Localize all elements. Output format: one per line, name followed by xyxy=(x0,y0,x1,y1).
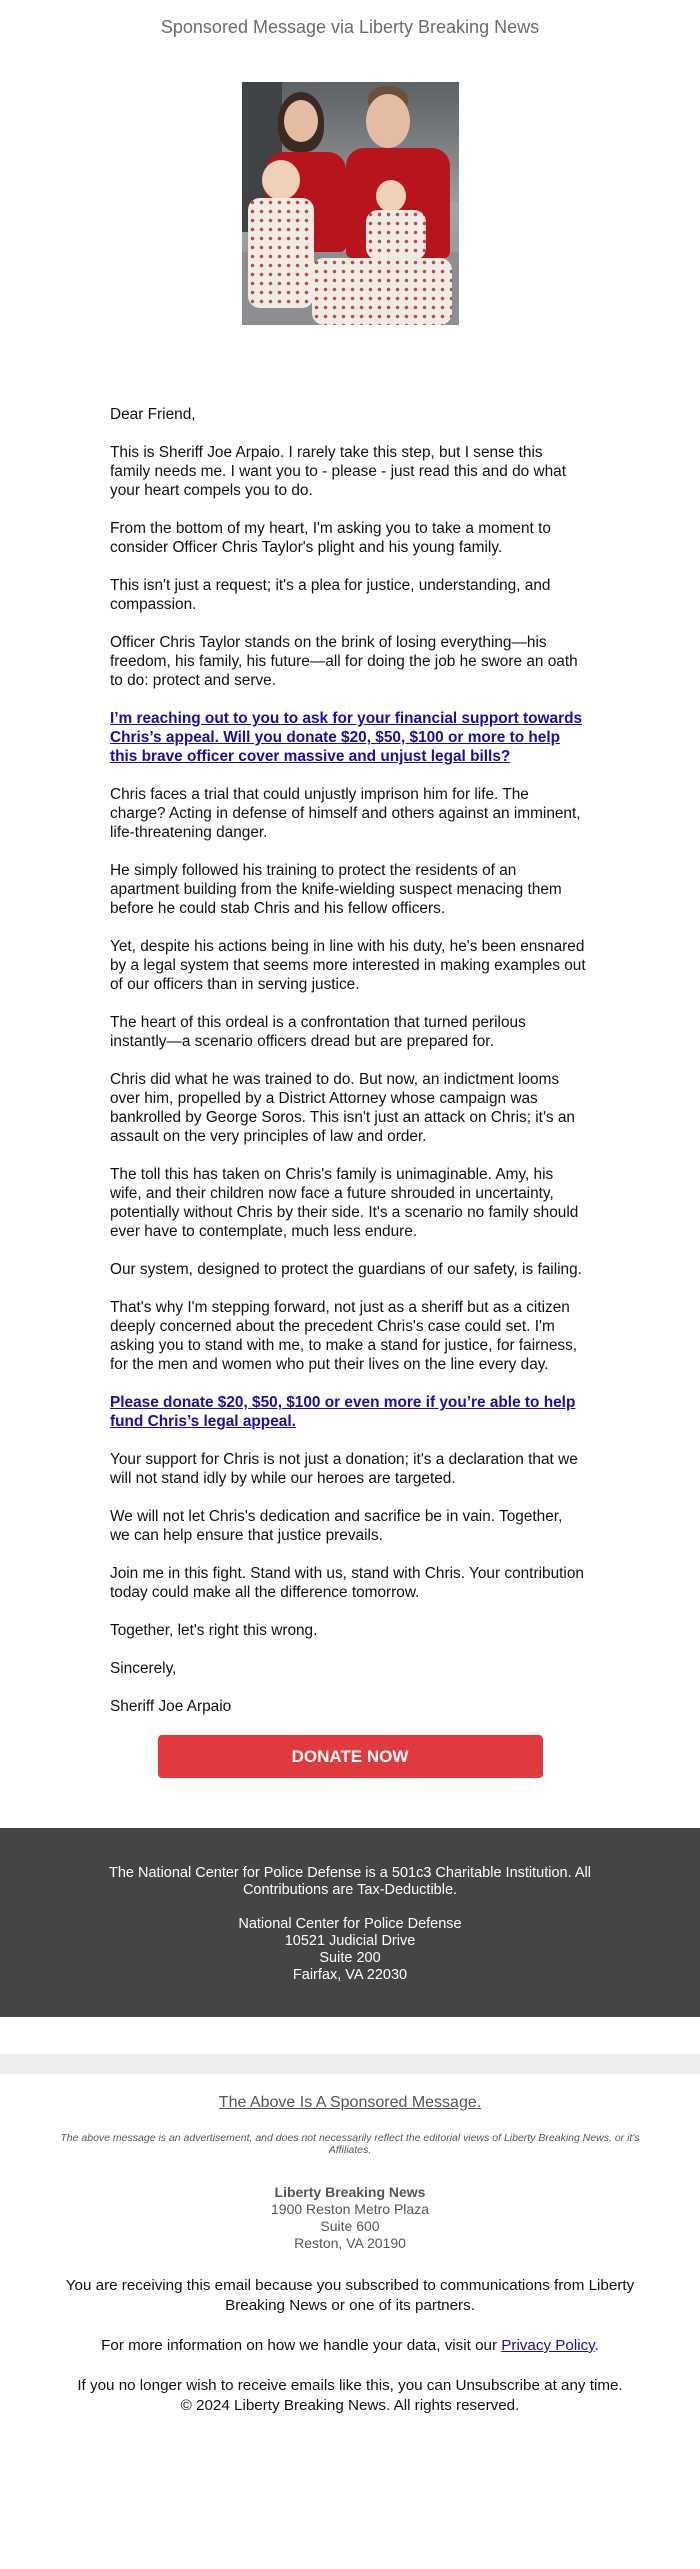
letter-body xyxy=(110,405,586,1716)
letter-paragraph: That's why I'm stepping forward, not just as a sheriff but as a citizen deeply concerned about the precedent Chris's case could set. I'm asking you to stand with me, to make a stand for justice, for fairness, for the men and women who put their lives on the line every day. xyxy=(110,1299,578,1373)
letter-closing: Sincerely, xyxy=(110,1660,177,1677)
donation-appeal-link[interactable]: I’m reaching out to you to ask for your financial support towards Chris’s appeal. Will you donate $20, $50, $100 or more to help this brave officer cover massive and unjust legal bills? xyxy=(110,710,583,765)
letter-paragraph: The toll this has taken on Chris's family is unimaginable. Amy, his wife, and their children now face a future shrouded in uncertainty, potentially without Chris by their side. It's a scenario no family should ever have to contemplate, much less endure. xyxy=(110,1166,579,1240)
publisher-name: Liberty Breaking News xyxy=(274,2184,426,2200)
tax-statement-line: Contributions are Tax-Deductible. xyxy=(242,1882,458,1898)
family-photo-container xyxy=(0,60,700,405)
unsubscribe-notice xyxy=(40,2376,660,2416)
donation-request-paragraph xyxy=(110,1393,586,1431)
letter-paragraph: The heart of this ordeal is a confrontation that turned perilous instantly—a scenario officers dread but are prepared for. xyxy=(110,1014,526,1050)
woman-face xyxy=(284,100,318,142)
organization-footer xyxy=(0,1828,700,2017)
letter-paragraph: Chris faces a trial that could unjustly imprison him for life. The charge? Acting in defense of himself and others against an imminent, life-threatening danger. xyxy=(110,786,581,841)
letter-paragraph: Together, let's right this wrong. xyxy=(110,1622,318,1639)
adult-pajama-pattern xyxy=(312,258,452,325)
organization-name: National Center for Police Defense xyxy=(238,1916,462,1932)
publisher-city: Reston, VA 20190 xyxy=(294,2235,406,2251)
letter-paragraph: This isn't just a request; it's a plea for justice, understanding, and compassion. xyxy=(110,577,551,613)
letter-paragraph: Chris did what he was trained to do. But now, an indictment looms over him, propelled by a District Attorney whose campaign was bankrolled by George Soros. This isn't just an attack on Chris; it's an assault on the very principles of law and order. xyxy=(110,1071,575,1145)
letter-greeting: Dear Friend, xyxy=(110,406,196,423)
sponsored-message-link[interactable]: The Above Is A Sponsored Message. xyxy=(218,2094,482,2111)
donation-request-link[interactable]: Please donate $20, $50, $100 or even more if you’re able to help fund Chris’s legal appeal. xyxy=(110,1394,576,1430)
letter-paragraph: From the bottom of my heart, I'm asking you to take a moment to consider Officer Chris Taylor's plight and his young family. xyxy=(110,520,551,556)
letter-signature: Sheriff Joe Arpaio xyxy=(110,1698,232,1715)
man-face xyxy=(366,94,410,148)
privacy-notice-text: For more information on how we handle your data, visit our xyxy=(101,2337,502,2354)
publisher-address xyxy=(0,2184,700,2252)
privacy-notice xyxy=(40,2336,660,2356)
toddler-face xyxy=(262,160,300,200)
letter-paragraph: Officer Chris Taylor stands on the brink of losing everything—his freedom, his family, his future—all for doing the job he swore an oath to do: protect and serve. xyxy=(110,634,578,689)
publisher-street: 1900 Reston Metro Plaza xyxy=(271,2201,429,2217)
donation-appeal-paragraph xyxy=(110,709,586,766)
privacy-policy-link[interactable]: Privacy Policy xyxy=(501,2337,595,2354)
donate-now-button[interactable]: DONATE NOW xyxy=(158,1735,543,1778)
copyright-text: © 2024 Liberty Breaking News. All rights reserved. xyxy=(180,2397,520,2414)
unsubscribe-text: If you no longer wish to receive emails like this, you can Unsubscribe at any time. xyxy=(77,2377,623,2394)
toddler-pajama-pattern xyxy=(248,198,314,308)
editorial-disclaimer: The above message is an advertisement, and does not necessarily reflect the editorial views of Liberty Breaking News, or it's Affiliates. xyxy=(60,2132,640,2156)
letter-paragraph: Join me in this fight. Stand with us, stand with Chris. Your contribution today could make all the difference tomorrow. xyxy=(110,1565,584,1601)
tax-statement-line: The National Center for Police Defense is a 501c3 Charitable Institution. All xyxy=(109,1865,591,1881)
publisher-footer xyxy=(0,2074,700,2416)
letter-paragraph: He simply followed his training to protect the residents of an apartment building from the knife-wielding suspect menacing them before he could stab Chris and his fellow officers. xyxy=(110,862,562,917)
sponsored-header xyxy=(0,0,700,60)
subscription-notice: You are receiving this email because you subscribed to communications from Liberty Breaking News or one of its partners. xyxy=(65,2277,635,2314)
letter-paragraph: Our system, designed to protect the guardians of our safety, is failing. xyxy=(110,1261,582,1278)
organization-city: Fairfax, VA 22030 xyxy=(292,1967,408,1983)
organization-suite: Suite 200 xyxy=(319,1950,381,1966)
section-divider xyxy=(0,2054,700,2074)
privacy-notice-period: . xyxy=(594,2337,599,2354)
organization-street: 10521 Judicial Drive xyxy=(284,1933,416,1949)
letter-paragraph: This is Sheriff Joe Arpaio. I rarely take this step, but I sense this family needs me. I want you to - please - just read this and do what your heart compels you to do. xyxy=(110,444,566,499)
letter-paragraph: We will not let Chris's dedication and sacrifice be in vain. Together, we can help ensure that justice prevails. xyxy=(110,1508,563,1544)
family-photo xyxy=(242,82,459,325)
baby-face xyxy=(376,180,406,212)
sponsored-header-text: Sponsored Message via Liberty Breaking News xyxy=(160,17,540,37)
letter-paragraph: Your support for Chris is not just a donation; it's a declaration that we will not stand idly by while our heroes are targeted. xyxy=(110,1451,578,1487)
donate-button-container xyxy=(0,1735,700,1828)
baby-pajama-pattern xyxy=(366,210,426,260)
letter-paragraph: Yet, despite his actions being in line with his duty, he's been ensnared by a legal system that seems more interested in making examples out of our officers than in serving justice. xyxy=(110,938,586,993)
publisher-suite: Suite 600 xyxy=(320,2218,380,2234)
